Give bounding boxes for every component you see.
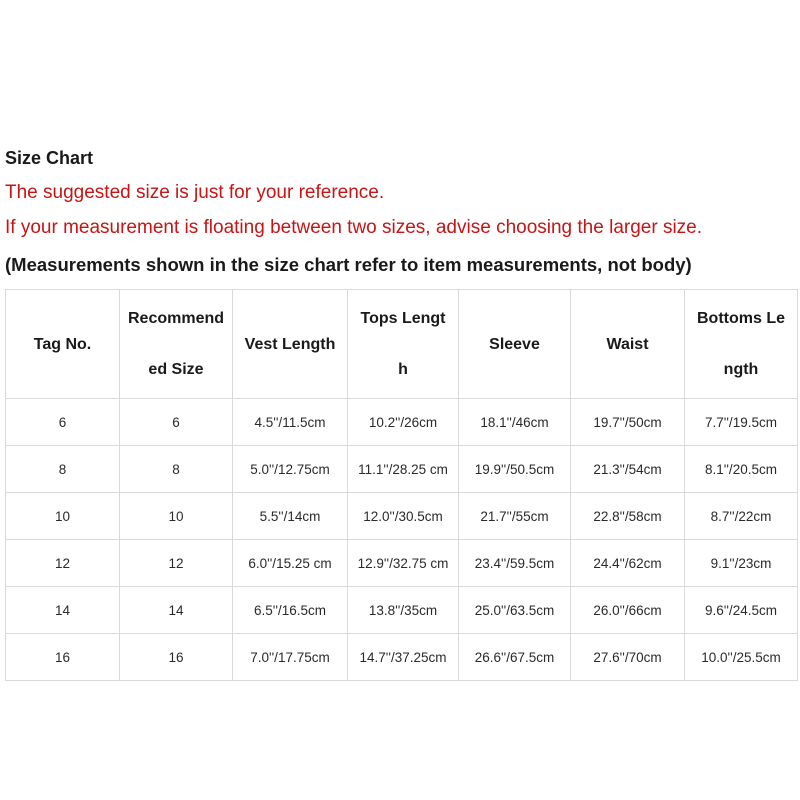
cell-tops-length: 14.7''/37.25cm (348, 634, 459, 681)
measurement-disclaimer: (Measurements shown in the size chart refer to item measurements, not body) (5, 254, 692, 275)
column-header-bottoms-length (685, 290, 798, 399)
table-row (6, 587, 798, 634)
cell-tag-no: 6 (6, 399, 120, 446)
cell-recommended-size: 10 (120, 493, 233, 540)
cell-bottoms-length: 7.7''/19.5cm (685, 399, 798, 446)
cell-tops-length: 12.0''/30.5cm (348, 493, 459, 540)
column-header-label: Vest Length (244, 335, 336, 353)
cell-tag-no: 16 (6, 634, 120, 681)
cell-sleeve: 25.0''/63.5cm (459, 587, 571, 634)
cell-waist: 19.7''/50cm (571, 399, 685, 446)
cell-tops-length: 13.8''/35cm (348, 587, 459, 634)
column-header-label-cont: ed Size (148, 361, 204, 378)
cell-tag-no: 8 (6, 446, 120, 493)
cell-recommended-size: 8 (120, 446, 233, 493)
cell-vest-length: 4.5''/11.5cm (233, 399, 348, 446)
column-header-label: Bottoms Le (697, 310, 785, 327)
size-chart-table (5, 289, 798, 681)
cell-recommended-size: 12 (120, 540, 233, 587)
column-header-label: Tops Lengt (360, 310, 446, 327)
table-row (6, 540, 798, 587)
cell-waist: 21.3''/54cm (571, 446, 685, 493)
cell-vest-length: 6.0''/15.25 cm (233, 540, 348, 587)
cell-waist: 22.8''/58cm (571, 493, 685, 540)
sizing-advice-note: If your measurement is floating between two sizes, advise choosing the larger size. (5, 217, 703, 238)
page-title: Size Chart (5, 148, 94, 168)
table-row (6, 634, 798, 681)
cell-tops-length: 11.1''/28.25 cm (348, 446, 459, 493)
cell-tag-no: 10 (6, 493, 120, 540)
column-header-tag-no (6, 290, 120, 399)
cell-vest-length: 5.5''/14cm (233, 493, 348, 540)
column-header-tops-length (348, 290, 459, 399)
cell-bottoms-length: 9.1''/23cm (685, 540, 798, 587)
cell-waist: 24.4''/62cm (571, 540, 685, 587)
cell-sleeve: 18.1''/46cm (459, 399, 571, 446)
cell-sleeve: 19.9''/50.5cm (459, 446, 571, 493)
column-header-label: Waist (606, 335, 649, 353)
reference-note: The suggested size is just for your reference. (5, 182, 385, 203)
column-header-recommended-size (120, 290, 233, 399)
cell-sleeve: 26.6''/67.5cm (459, 634, 571, 681)
cell-bottoms-length: 9.6''/24.5cm (685, 587, 798, 634)
cell-bottoms-length: 8.1''/20.5cm (685, 446, 798, 493)
cell-recommended-size: 6 (120, 399, 233, 446)
cell-vest-length: 6.5''/16.5cm (233, 587, 348, 634)
cell-tops-length: 10.2''/26cm (348, 399, 459, 446)
cell-tops-length: 12.9''/32.75 cm (348, 540, 459, 587)
cell-bottoms-length: 8.7''/22cm (685, 493, 798, 540)
column-header-vest-length (233, 290, 348, 399)
table-row (6, 493, 798, 540)
column-header-label-cont: h (398, 361, 408, 378)
cell-recommended-size: 14 (120, 587, 233, 634)
cell-waist: 27.6''/70cm (571, 634, 685, 681)
column-header-sleeve (459, 290, 571, 399)
cell-recommended-size: 16 (120, 634, 233, 681)
cell-sleeve: 21.7''/55cm (459, 493, 571, 540)
cell-bottoms-length: 10.0''/25.5cm (685, 634, 798, 681)
table-header-row (6, 290, 798, 399)
column-header-waist (571, 290, 685, 399)
cell-tag-no: 14 (6, 587, 120, 634)
column-header-label: Sleeve (489, 335, 540, 353)
table-row (6, 446, 798, 493)
cell-waist: 26.0''/66cm (571, 587, 685, 634)
table-row (6, 399, 798, 446)
column-header-label: Recommend (127, 310, 225, 327)
cell-tag-no: 12 (6, 540, 120, 587)
cell-vest-length: 5.0''/12.75cm (233, 446, 348, 493)
cell-sleeve: 23.4''/59.5cm (459, 540, 571, 587)
column-header-label-cont: ngth (723, 361, 759, 378)
column-header-label: Tag No. (33, 335, 92, 353)
cell-vest-length: 7.0''/17.75cm (233, 634, 348, 681)
